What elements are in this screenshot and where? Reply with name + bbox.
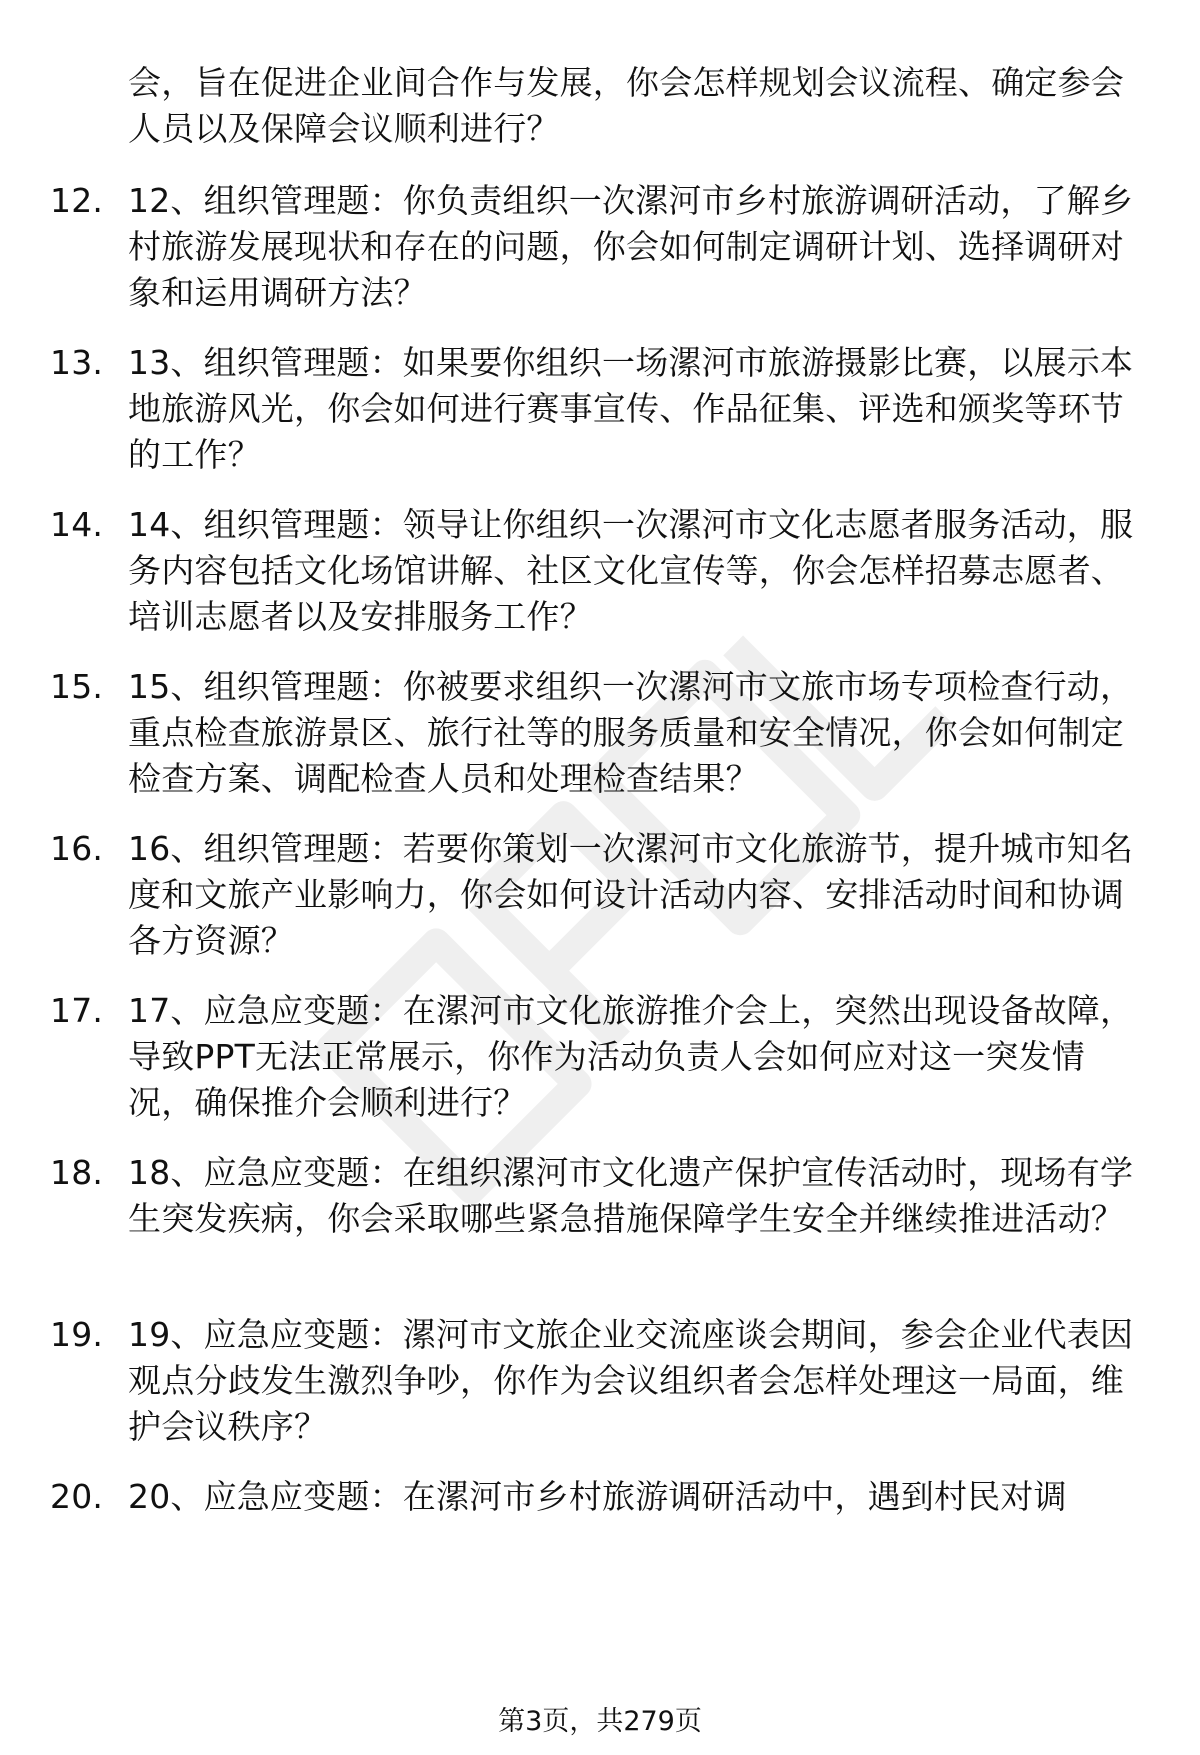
question-text: 20、应急应变题：在漯河市乡村旅游调研活动中，遇到村民对调: [128, 1477, 1067, 1516]
question-number: 14.: [50, 505, 104, 544]
question-text: 17、应急应变题：在漯河市文化旅游推介会上，突然出现设备故障，导致PPT无法正常展示，你作为活动负责人会如何应对这一突发情况，确保推介会顺利进行？: [128, 991, 1134, 1122]
question-item: [50, 178, 1150, 316]
question-item: [50, 988, 1150, 1126]
question-text: 19、应急应变题：漯河市文旅企业交流座谈会期间，参会企业代表因观点分歧发生激烈争吵，你作为会议组织者会怎样处理这一局面，维护会议秩序？: [128, 1315, 1134, 1446]
question-item: [50, 1150, 1150, 1242]
page-footer: 第3页，共279页: [498, 1706, 702, 1737]
question-number: 17.: [50, 991, 104, 1030]
question-item: [50, 502, 1150, 640]
question-text: 15、组织管理题：你被要求组织一次漯河市文旅市场专项检查行动，重点检查旅游景区、旅行社等的服务质量和安全情况，你会如何制定检查方案、调配检查人员和处理检查结果？: [128, 667, 1134, 798]
continuation-text: 会，旨在促进企业间合作与发展，你会怎样规划会议流程、确定参会人员以及保障会议顺利进行？: [128, 63, 1124, 148]
question-item: [50, 826, 1150, 964]
question-text: 14、组织管理题：领导让你组织一次漯河市文化志愿者服务活动，服务内容包括文化场馆讲解、社区文化宣传等，你会怎样招募志愿者、培训志愿者以及安排服务工作？: [128, 505, 1134, 636]
question-number: 12.: [50, 181, 104, 220]
question-item: [50, 340, 1150, 478]
question-number: 20.: [50, 1477, 104, 1516]
question-text: 13、组织管理题：如果要你组织一场漯河市旅游摄影比赛，以展示本地旅游风光，你会如何进行赛事宣传、作品征集、评选和颁奖等环节的工作？: [128, 343, 1134, 474]
question-item: [50, 1312, 1150, 1450]
question-item: [50, 664, 1150, 802]
question-text: 18、应急应变题：在组织漯河市文化遗产保护宣传活动时，现场有学生突发疾病，你会采取哪些紧急措施保障学生安全并继续推进活动？: [128, 1153, 1134, 1238]
question-number: 19.: [50, 1315, 104, 1354]
question-item: [50, 1474, 1150, 1520]
question-number: 13.: [50, 343, 104, 382]
question-number: 18.: [50, 1153, 104, 1192]
question-text: 12、组织管理题：你负责组织一次漯河市乡村旅游调研活动，了解乡村旅游发展现状和存在的问题，你会如何制定调研计划、选择调研对象和运用调研方法？: [128, 181, 1134, 312]
question-number: 16.: [50, 829, 104, 868]
question-text: 16、组织管理题：若要你策划一次漯河市文化旅游节，提升城市知名度和文旅产业影响力，你会如何设计活动内容、安排活动时间和协调各方资源？: [128, 829, 1134, 960]
question-number: 15.: [50, 667, 104, 706]
